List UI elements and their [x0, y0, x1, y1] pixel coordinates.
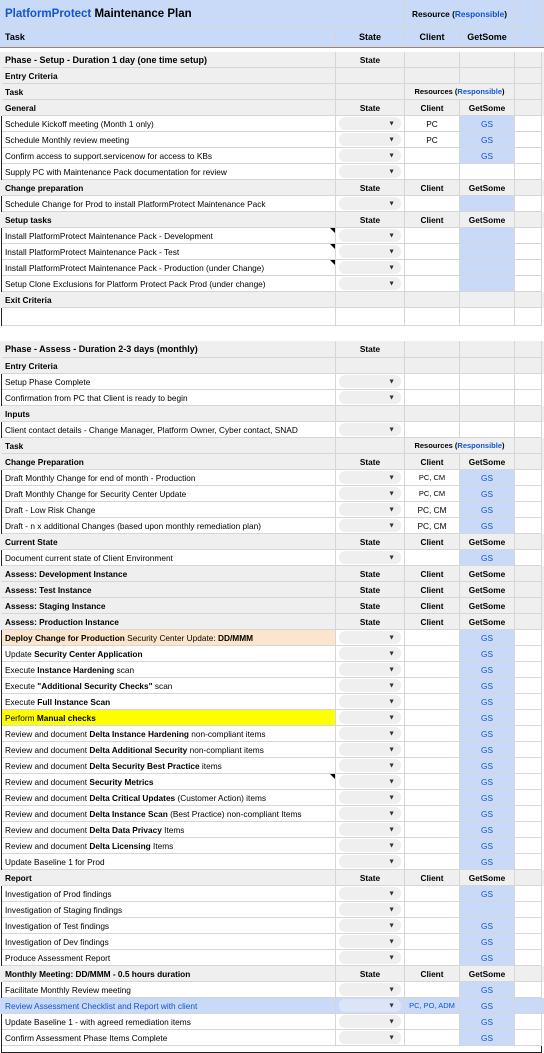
table-row: Update Baseline 1 - with agreed remediation items ▼ GS — [0, 1014, 544, 1030]
table-row: Draft Monthly Change for end of month - Production ▼ PC, CM GS — [0, 470, 544, 486]
chevron-down-icon: ▼ — [388, 136, 395, 143]
setup-task-header: Task Resources (Responsible) — [0, 84, 544, 100]
table-row: Investigation of Test findings ▼ GS — [0, 918, 544, 934]
table-row: Confirmation from PC that Client is ready to begin ▼ — [0, 390, 544, 406]
chevron-down-icon: ▼ — [388, 120, 395, 127]
state-dropdown[interactable] — [339, 679, 401, 692]
state-dropdown[interactable] — [339, 839, 401, 852]
state-dropdown[interactable] — [339, 711, 401, 724]
assess-staging-header: Assess: Staging Instance State Client GetSome — [0, 598, 544, 614]
state-dropdown[interactable] — [339, 117, 401, 130]
table-row: Review and document Security Metrics ▼ GS — [0, 774, 544, 790]
chevron-down-icon: ▼ — [388, 682, 395, 689]
assess-phase-title: Phase - Assess - Duration 2-3 days (monthly) State — [0, 341, 544, 358]
table-row: Execute Full Instance Scan ▼ GS — [0, 694, 544, 710]
chevron-down-icon: ▼ — [388, 746, 395, 753]
setup-exit-criteria: Exit Criteria — [0, 292, 544, 308]
col-task: Task — [2, 28, 336, 47]
state-dropdown[interactable] — [339, 519, 401, 532]
sheet-title: PlatformProtect Maintenance Plan — [2, 0, 336, 28]
state-dropdown[interactable] — [339, 503, 401, 516]
chevron-down-icon: ▼ — [388, 794, 395, 801]
state-dropdown[interactable] — [339, 149, 401, 162]
state-dropdown[interactable] — [339, 887, 401, 900]
state-dropdown[interactable] — [339, 551, 401, 564]
state-dropdown[interactable] — [339, 903, 401, 916]
state-dropdown[interactable] — [339, 999, 401, 1012]
state-dropdown[interactable] — [339, 983, 401, 996]
chevron-down-icon: ▼ — [388, 152, 395, 159]
assess-test-header: Assess: Test Instance State Client GetSome — [0, 582, 544, 598]
table-row: Update Security Center Application ▼ GS — [0, 646, 544, 662]
chevron-down-icon: ▼ — [388, 378, 395, 385]
table-row-manual-checks: Perform Manual checks ▼ GS — [0, 710, 544, 726]
state-dropdown[interactable] — [339, 1015, 401, 1028]
chevron-down-icon: ▼ — [388, 714, 395, 721]
table-row: Review and document Delta Security Best Practice items ▼ GS — [0, 758, 544, 774]
chevron-down-icon: ▼ — [388, 168, 395, 175]
state-dropdown[interactable] — [339, 727, 401, 740]
setup-tasks-header: Setup tasks State Client GetSome — [0, 212, 544, 228]
column-header-row — [0, 28, 544, 48]
chevron-down-icon: ▼ — [388, 522, 395, 529]
table-row: Client contact details - Change Manager, Platform Owner, Cyber contact, SNAD ▼ — [0, 422, 544, 438]
table-row: Schedule Kickoff meeting (Month 1 only) ▼ PC GS — [0, 116, 544, 132]
chevron-down-icon: ▼ — [388, 1002, 395, 1009]
setup-general-header: General State Client GetSome — [0, 100, 544, 116]
setup-entry-criteria: Entry Criteria — [0, 68, 544, 84]
state-dropdown[interactable] — [339, 647, 401, 660]
state-dropdown[interactable] — [339, 807, 401, 820]
chevron-down-icon: ▼ — [388, 906, 395, 913]
table-row: Draft - n x additional Changes (based upon monthly remediation plan) ▼ PC, CM GS — [0, 518, 544, 534]
chevron-down-icon: ▼ — [388, 554, 395, 561]
table-row: Setup Phase Complete ▼ — [0, 374, 544, 390]
table-row: Investigation of Dev findings ▼ GS — [0, 934, 544, 950]
table-row: Investigation of Prod findings ▼ GS — [0, 886, 544, 902]
state-dropdown[interactable] — [339, 663, 401, 676]
state-dropdown[interactable] — [339, 695, 401, 708]
state-dropdown[interactable] — [339, 375, 401, 388]
chevron-down-icon: ▼ — [388, 506, 395, 513]
table-row: Review and document Delta Data Privacy Items ▼ GS — [0, 822, 544, 838]
state-dropdown[interactable] — [339, 935, 401, 948]
table-row: Draft Monthly Change for Security Center Update ▼ PC, CM GS — [0, 486, 544, 502]
state-dropdown[interactable] — [339, 487, 401, 500]
table-row: Schedule Change for Prod to install PlatformProtect Maintenance Pack ▼ — [0, 196, 544, 212]
table-row: Setup Clone Exclusions for Platform Protect Pack Prod (under change) ▼ — [0, 276, 544, 292]
assess-monthly-meeting-header: Monthly Meeting: DD/MMM - 0.5 hours duration State Client GetSome — [0, 966, 544, 982]
chevron-down-icon: ▼ — [388, 1018, 395, 1025]
table-row: Schedule Monthly review meeting ▼ PC GS — [0, 132, 544, 148]
table-row: Produce Assessment Report ▼ GS — [0, 950, 544, 966]
state-dropdown[interactable] — [339, 1031, 401, 1044]
chevron-down-icon: ▼ — [388, 938, 395, 945]
chevron-down-icon: ▼ — [388, 954, 395, 961]
comment-marker-icon[interactable] — [330, 228, 335, 233]
chevron-down-icon: ▼ — [388, 986, 395, 993]
state-dropdown[interactable] — [339, 197, 401, 210]
empty-row — [0, 308, 544, 326]
col-state: State — [336, 28, 405, 47]
assess-entry-criteria: Entry Criteria — [0, 358, 544, 374]
table-row: Review and document Delta Instance Scan (Best Practice) non-compliant Items ▼ GS — [0, 806, 544, 822]
table-row-deploy: Deploy Change for Production Security Center Update: DD/MMM ▼ GS — [0, 630, 544, 646]
chevron-down-icon: ▼ — [388, 698, 395, 705]
table-row: Facilitate Monthly Review meeting ▼ GS — [0, 982, 544, 998]
chevron-down-icon: ▼ — [388, 730, 395, 737]
state-dropdown[interactable] — [339, 855, 401, 868]
comment-marker-icon[interactable] — [330, 260, 335, 265]
assess-dev-header: Assess: Development Instance State Client GetSome — [0, 566, 544, 582]
chevron-down-icon: ▼ — [388, 426, 395, 433]
state-dropdown[interactable] — [339, 229, 401, 242]
chevron-down-icon: ▼ — [388, 248, 395, 255]
assess-inputs-header: Inputs — [0, 406, 544, 422]
col-client: Client — [405, 28, 460, 47]
table-row: Execute "Additional Security Checks" scan ▼ GS — [0, 678, 544, 694]
chevron-down-icon: ▼ — [388, 1034, 395, 1041]
chevron-down-icon: ▼ — [388, 280, 395, 287]
comment-marker-icon[interactable] — [330, 774, 335, 779]
chevron-down-icon: ▼ — [388, 490, 395, 497]
table-row: Review and document Delta Instance Hardening non-compliant items ▼ GS — [0, 726, 544, 742]
chevron-down-icon: ▼ — [388, 650, 395, 657]
chevron-down-icon: ▼ — [388, 200, 395, 207]
state-dropdown[interactable] — [339, 133, 401, 146]
chevron-down-icon: ▼ — [388, 762, 395, 769]
assess-change-prep-header: Change Preparation State Client GetSome — [0, 454, 544, 470]
table-row: Investigation of Staging findings ▼ — [0, 902, 544, 918]
chevron-down-icon: ▼ — [388, 842, 395, 849]
table-row: Update Baseline 1 for Prod ▼ GS — [0, 854, 544, 870]
assess-task-header: Task Resources (Responsible) — [0, 438, 544, 454]
state-dropdown[interactable] — [339, 951, 401, 964]
table-row: Supply PC with Maintenance Pack documentation for review ▼ — [0, 164, 544, 180]
state-dropdown[interactable] — [339, 423, 401, 436]
setup-change-prep-header: Change preparation State Client GetSome — [0, 180, 544, 196]
table-row: Review and document Delta Licensing Items ▼ GS — [0, 838, 544, 854]
chevron-down-icon: ▼ — [388, 666, 395, 673]
state-dropdown[interactable] — [339, 261, 401, 274]
col-getsome: GetSome — [460, 28, 515, 47]
state-dropdown[interactable] — [339, 743, 401, 756]
chevron-down-icon: ▼ — [388, 264, 395, 271]
assess-prod-header: Assess: Production Instance State Client GetSome — [0, 614, 544, 630]
table-row: Review and document Delta Additional Security non-compliant items ▼ GS — [0, 742, 544, 758]
state-dropdown[interactable] — [339, 775, 401, 788]
chevron-down-icon: ▼ — [388, 778, 395, 785]
setup-phase-title: Phase - Setup - Duration 1 day (one time setup) State — [0, 52, 544, 68]
state-dropdown[interactable] — [339, 759, 401, 772]
table-row: Confirm Assessment Phase Items Complete ▼ GS — [0, 1030, 544, 1046]
table-row: Confirm access to support.servicenow for access to KBs ▼ GS — [0, 148, 544, 164]
table-row: Execute Instance Hardening scan ▼ GS — [0, 662, 544, 678]
state-dropdown[interactable] — [339, 245, 401, 258]
table-row: Install PlatformProtect Maintenance Pack - Development ▼ — [0, 228, 544, 244]
sheet-title-row — [0, 0, 544, 28]
chevron-down-icon: ▼ — [388, 890, 395, 897]
chevron-down-icon: ▼ — [388, 858, 395, 865]
chevron-down-icon: ▼ — [388, 922, 395, 929]
state-dropdown[interactable] — [339, 823, 401, 836]
table-row: Document current state of Client Environment ▼ GS — [0, 550, 544, 566]
table-row: Review and document Delta Critical Updates (Customer Action) items ▼ GS — [0, 790, 544, 806]
comment-marker-icon[interactable] — [330, 244, 335, 249]
chevron-down-icon: ▼ — [388, 394, 395, 401]
resource-header: Resource (Responsible) — [405, 0, 515, 28]
assess-current-state-header: Current State State Client GetSome — [0, 534, 544, 550]
chevron-down-icon: ▼ — [388, 634, 395, 641]
state-dropdown[interactable] — [339, 791, 401, 804]
table-row-selected[interactable]: Review Assessment Checklist and Report with client ▼ PC, PO, ADM GS — [0, 998, 544, 1014]
state-dropdown[interactable] — [339, 165, 401, 178]
state-dropdown[interactable] — [339, 391, 401, 404]
table-row: Draft - Low Risk Change ▼ PC, CM GS — [0, 502, 544, 518]
chevron-down-icon: ▼ — [388, 474, 395, 481]
state-dropdown[interactable] — [339, 277, 401, 290]
table-row: Install PlatformProtect Maintenance Pack - Test ▼ — [0, 244, 544, 260]
chevron-down-icon: ▼ — [388, 232, 395, 239]
assess-report-header: Report State Client GetSome — [0, 870, 544, 886]
table-row: Install PlatformProtect Maintenance Pack - Production (under Change) ▼ — [0, 260, 544, 276]
state-dropdown[interactable] — [339, 471, 401, 484]
chevron-down-icon: ▼ — [388, 826, 395, 833]
state-dropdown[interactable] — [339, 919, 401, 932]
state-dropdown[interactable] — [339, 631, 401, 644]
chevron-down-icon: ▼ — [388, 810, 395, 817]
